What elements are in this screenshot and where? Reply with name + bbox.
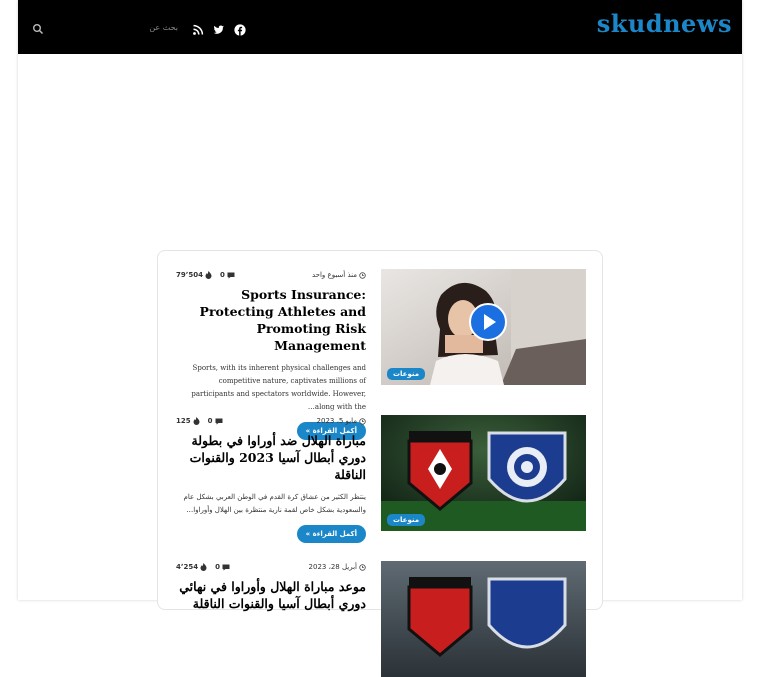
post-stats (176, 417, 223, 425)
comment-icon (215, 418, 223, 425)
post-meta (176, 561, 366, 573)
clock-icon (359, 564, 366, 571)
post-title[interactable]: Sports Insurance: Protecting Athletes and Promoting Risk Management (199, 287, 366, 353)
post-thumbnail[interactable] (381, 561, 586, 677)
views-value: 4٬254 (176, 563, 199, 571)
category-badge[interactable]: منوعات (387, 514, 425, 526)
post-date-text: مايو 5، 2023 (316, 417, 357, 425)
clock-icon (359, 272, 366, 279)
clock-icon (359, 418, 366, 425)
read-more-button[interactable]: أكمل القراءة » (297, 525, 366, 543)
post-date (312, 271, 366, 279)
comment-icon (222, 564, 230, 571)
views-value: 79٬504 (176, 271, 204, 279)
site-logo[interactable]: skudnews (596, 9, 732, 38)
post-body (176, 415, 366, 543)
comments-value: 0 (220, 271, 225, 279)
fire-icon (205, 271, 212, 279)
views-count (176, 563, 207, 571)
post-meta (176, 269, 366, 281)
post-title[interactable]: مباراة الهلال ضد أوراوا في بطولة دوري أبطال آسيا 2023 والقنوات الناقلة (189, 433, 366, 482)
social-links (192, 21, 246, 33)
views-count (176, 271, 212, 279)
posts-card (157, 250, 603, 610)
comments-count[interactable] (220, 271, 235, 279)
category-badge[interactable]: منوعات (387, 368, 425, 380)
comments-count[interactable] (215, 563, 230, 571)
post-thumbnail[interactable] (381, 415, 586, 531)
rss-icon[interactable] (192, 21, 204, 33)
twitter-icon[interactable] (213, 21, 225, 33)
comments-value: 0 (207, 417, 213, 425)
post-date-text: أبريل 28، 2023 (308, 563, 357, 571)
post-meta (176, 415, 366, 427)
post-date (317, 417, 366, 425)
post-excerpt: Sports, with its inherent physical challenges and competitive nature, captivates millions of participants and spectators worldwide. However, along with the… (191, 364, 366, 411)
post-title[interactable]: موعد مباراة الهلال وأوراوا في نهائي دوري أبطال آسيا والقنوات الناقلة (179, 579, 366, 611)
comments-count[interactable] (208, 417, 223, 425)
facebook-icon[interactable] (234, 21, 246, 33)
read-more-button[interactable]: أكمل القراءة » (297, 422, 366, 440)
header-tools (32, 17, 246, 37)
post-date (309, 563, 366, 571)
post-date-text: منذ أسبوع واحد (311, 271, 357, 279)
site-header (18, 0, 742, 54)
play-icon[interactable] (469, 303, 507, 341)
search-icon[interactable] (32, 20, 46, 34)
views-count (176, 417, 200, 425)
post-stats (176, 563, 230, 571)
fire-icon (193, 417, 200, 425)
comments-value: 0 (215, 563, 221, 571)
search-input[interactable] (60, 17, 178, 37)
match-thumbnail-image (381, 561, 586, 677)
post-excerpt: ينتظر الكثير من عشاق كرة القدم في الوطن العربي بشكل عام والسعودية بشكل خاص لقمة نارية منتظرة بين الهلال وأوراوا… (183, 493, 366, 514)
post-stats (176, 271, 235, 279)
fire-icon (200, 563, 207, 571)
post-body (176, 561, 366, 612)
comment-icon (227, 272, 235, 279)
post-thumbnail[interactable] (381, 269, 586, 385)
views-value: 125 (176, 417, 191, 425)
